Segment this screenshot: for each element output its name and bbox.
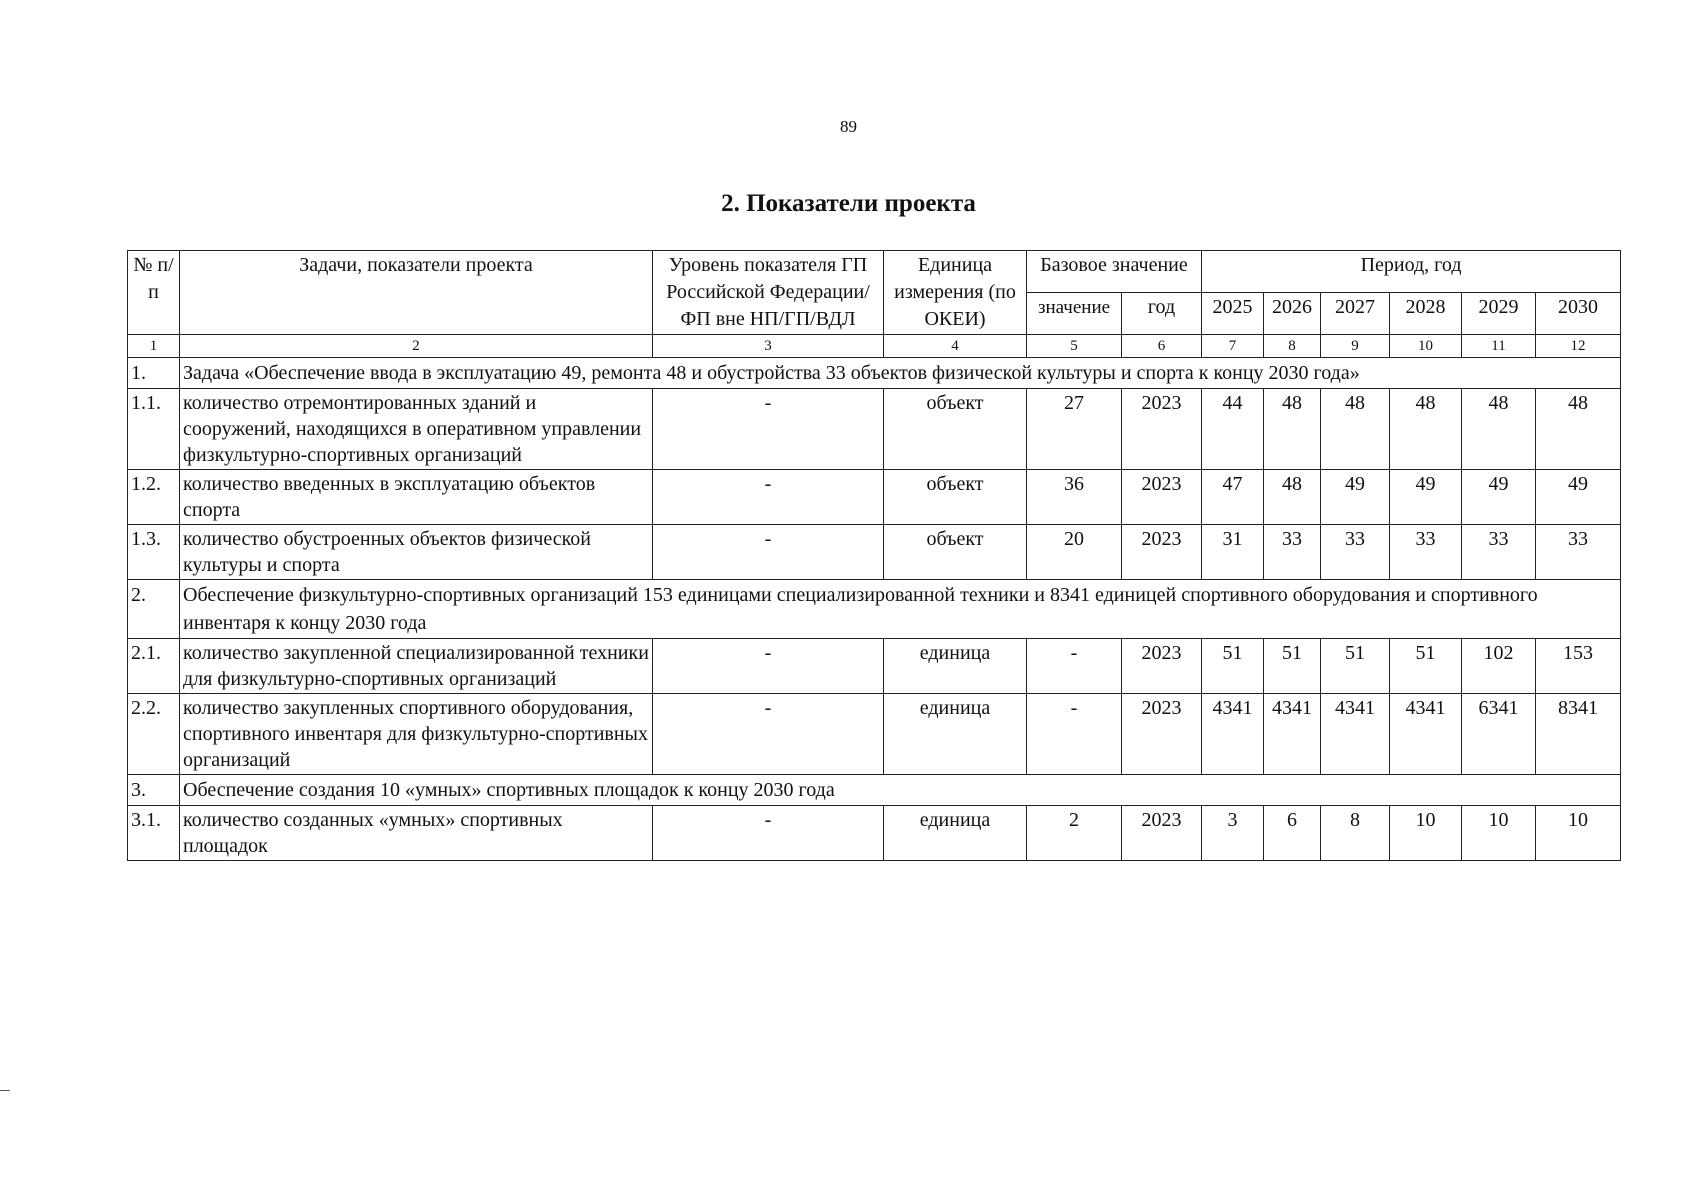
indicator-name: количество закупленной специализированной техники для физкультурно-спортивных организаций bbox=[180, 639, 653, 694]
indicator-level: - bbox=[653, 806, 884, 861]
indicator-unit: единица bbox=[884, 639, 1027, 694]
indicator-level: - bbox=[653, 694, 884, 775]
indicator-base-year: 2023 bbox=[1122, 694, 1202, 775]
col-number: 3 bbox=[653, 335, 884, 358]
header-year-2028: 2028 bbox=[1390, 293, 1462, 335]
task-number: 1. bbox=[128, 358, 180, 389]
header-num: № п/п bbox=[128, 251, 180, 335]
indicator-base-year: 2023 bbox=[1122, 470, 1202, 525]
header-base-value: значение bbox=[1027, 293, 1122, 335]
section-title: 2. Показатели проекта bbox=[721, 190, 976, 217]
indicator-level: - bbox=[653, 389, 884, 470]
indicator-name: количество введенных в эксплуатацию объектов спорта bbox=[180, 470, 653, 525]
indicator-base-year: 2023 bbox=[1122, 639, 1202, 694]
header-tasks: Задачи, показатели проекта bbox=[180, 251, 653, 335]
col-number: 2 bbox=[180, 335, 653, 358]
indicator-value-2028: 48 bbox=[1390, 389, 1462, 470]
task-title: Задача «Обеспечение ввода в эксплуатацию 49, ремонта 48 и обустройства 33 объектов физической культуры и спорта к концу 2030 года» bbox=[180, 358, 1621, 389]
indicator-value-2027: 51 bbox=[1321, 639, 1390, 694]
indicator-base-value: - bbox=[1027, 694, 1122, 775]
indicator-unit: объект bbox=[884, 525, 1027, 580]
indicator-number: 2.2. bbox=[128, 694, 180, 775]
indicator-value-2026: 51 bbox=[1264, 639, 1321, 694]
indicator-number: 1.3. bbox=[128, 525, 180, 580]
indicator-value-2027: 33 bbox=[1321, 525, 1390, 580]
header-row-1 bbox=[128, 251, 1621, 293]
indicator-base-year: 2023 bbox=[1122, 525, 1202, 580]
indicator-row bbox=[128, 639, 1621, 694]
indicator-value-2026: 6 bbox=[1264, 806, 1321, 861]
indicator-level: - bbox=[653, 470, 884, 525]
indicator-base-year: 2023 bbox=[1122, 806, 1202, 861]
col-number: 10 bbox=[1390, 335, 1462, 358]
indicator-unit: объект bbox=[884, 389, 1027, 470]
task-title: Обеспечение создания 10 «умных» спортивных площадок к концу 2030 года bbox=[180, 775, 1621, 806]
task-row bbox=[128, 358, 1621, 389]
indicator-row bbox=[128, 694, 1621, 775]
indicator-unit: единица bbox=[884, 694, 1027, 775]
indicator-value-2025: 3 bbox=[1202, 806, 1264, 861]
indicator-value-2029: 102 bbox=[1462, 639, 1536, 694]
indicator-unit: единица bbox=[884, 806, 1027, 861]
indicator-value-2029: 33 bbox=[1462, 525, 1536, 580]
indicator-name: количество закупленных спортивного оборудования, спортивного инвентаря для физкультурно-спортивных организаций bbox=[180, 694, 653, 775]
header-base-year: год bbox=[1122, 293, 1202, 335]
header-year-2029: 2029 bbox=[1462, 293, 1536, 335]
indicator-value-2028: 10 bbox=[1390, 806, 1462, 861]
indicator-value-2026: 33 bbox=[1264, 525, 1321, 580]
indicator-value-2027: 49 bbox=[1321, 470, 1390, 525]
indicator-value-2027: 48 bbox=[1321, 389, 1390, 470]
indicator-level: - bbox=[653, 639, 884, 694]
indicator-value-2025: 4341 bbox=[1202, 694, 1264, 775]
indicator-row bbox=[128, 389, 1621, 470]
indicators-table bbox=[127, 250, 1621, 861]
indicator-value-2030: 33 bbox=[1536, 525, 1621, 580]
header-level: Уровень показателя ГП Российской Федерации/ФП вне НП/ГП/ВДЛ bbox=[653, 251, 884, 335]
task-number: 3. bbox=[128, 775, 180, 806]
task-row bbox=[128, 775, 1621, 806]
header-year-2025: 2025 bbox=[1202, 293, 1264, 335]
indicator-number: 1.2. bbox=[128, 470, 180, 525]
col-number: 5 bbox=[1027, 335, 1122, 358]
indicator-number: 2.1. bbox=[128, 639, 180, 694]
col-number: 4 bbox=[884, 335, 1027, 358]
indicator-value-2026: 48 bbox=[1264, 389, 1321, 470]
indicator-unit: объект bbox=[884, 470, 1027, 525]
header-period: Период, год bbox=[1202, 251, 1621, 293]
task-row bbox=[128, 580, 1621, 639]
indicator-value-2028: 49 bbox=[1390, 470, 1462, 525]
indicator-value-2028: 4341 bbox=[1390, 694, 1462, 775]
indicator-base-value: - bbox=[1027, 639, 1122, 694]
col-number: 6 bbox=[1122, 335, 1202, 358]
col-number: 7 bbox=[1202, 335, 1264, 358]
col-number: 1 bbox=[128, 335, 180, 358]
header-unit: Единица измерения (по ОКЕИ) bbox=[884, 251, 1027, 335]
indicator-base-year: 2023 bbox=[1122, 389, 1202, 470]
indicator-number: 1.1. bbox=[128, 389, 180, 470]
column-numbers-row bbox=[128, 335, 1621, 358]
indicator-value-2029: 10 bbox=[1462, 806, 1536, 861]
indicator-base-value: 20 bbox=[1027, 525, 1122, 580]
indicator-value-2025: 44 bbox=[1202, 389, 1264, 470]
task-title: Обеспечение физкультурно-спортивных организаций 153 единицами специализированной техники и 8341 единицей спортивного оборудования и спортивного инвентаря к концу 2030 года bbox=[180, 580, 1621, 639]
indicator-value-2030: 49 bbox=[1536, 470, 1621, 525]
indicator-base-value: 36 bbox=[1027, 470, 1122, 525]
task-number: 2. bbox=[128, 580, 180, 639]
margin-mark bbox=[0, 1090, 10, 1091]
col-number: 12 bbox=[1536, 335, 1621, 358]
indicator-name: количество созданных «умных» спортивных площадок bbox=[180, 806, 653, 861]
indicator-value-2025: 31 bbox=[1202, 525, 1264, 580]
indicator-row bbox=[128, 806, 1621, 861]
header-year-2030: 2030 bbox=[1536, 293, 1621, 335]
indicator-value-2029: 49 bbox=[1462, 470, 1536, 525]
indicator-value-2026: 48 bbox=[1264, 470, 1321, 525]
indicator-value-2029: 48 bbox=[1462, 389, 1536, 470]
page-number: 89 bbox=[840, 117, 857, 136]
header-year-2026: 2026 bbox=[1264, 293, 1321, 335]
indicator-value-2028: 51 bbox=[1390, 639, 1462, 694]
indicator-value-2030: 10 bbox=[1536, 806, 1621, 861]
indicator-level: - bbox=[653, 525, 884, 580]
indicator-value-2025: 51 bbox=[1202, 639, 1264, 694]
indicator-value-2027: 8 bbox=[1321, 806, 1390, 861]
col-number: 11 bbox=[1462, 335, 1536, 358]
indicator-name: количество отремонтированных зданий и сооружений, находящихся в оперативном управлении физкультурно-спортивных организаций bbox=[180, 389, 653, 470]
indicator-row bbox=[128, 470, 1621, 525]
indicator-value-2026: 4341 bbox=[1264, 694, 1321, 775]
indicator-value-2030: 8341 bbox=[1536, 694, 1621, 775]
col-number: 8 bbox=[1264, 335, 1321, 358]
indicator-number: 3.1. bbox=[128, 806, 180, 861]
indicator-row bbox=[128, 525, 1621, 580]
indicator-value-2029: 6341 bbox=[1462, 694, 1536, 775]
header-year-2027: 2027 bbox=[1321, 293, 1390, 335]
indicator-name: количество обустроенных объектов физической культуры и спорта bbox=[180, 525, 653, 580]
indicator-base-value: 2 bbox=[1027, 806, 1122, 861]
indicator-value-2030: 48 bbox=[1536, 389, 1621, 470]
col-number: 9 bbox=[1321, 335, 1390, 358]
indicator-base-value: 27 bbox=[1027, 389, 1122, 470]
indicator-value-2028: 33 bbox=[1390, 525, 1462, 580]
indicator-value-2025: 47 bbox=[1202, 470, 1264, 525]
indicator-value-2027: 4341 bbox=[1321, 694, 1390, 775]
header-base: Базовое значение bbox=[1027, 251, 1202, 293]
indicator-value-2030: 153 bbox=[1536, 639, 1621, 694]
